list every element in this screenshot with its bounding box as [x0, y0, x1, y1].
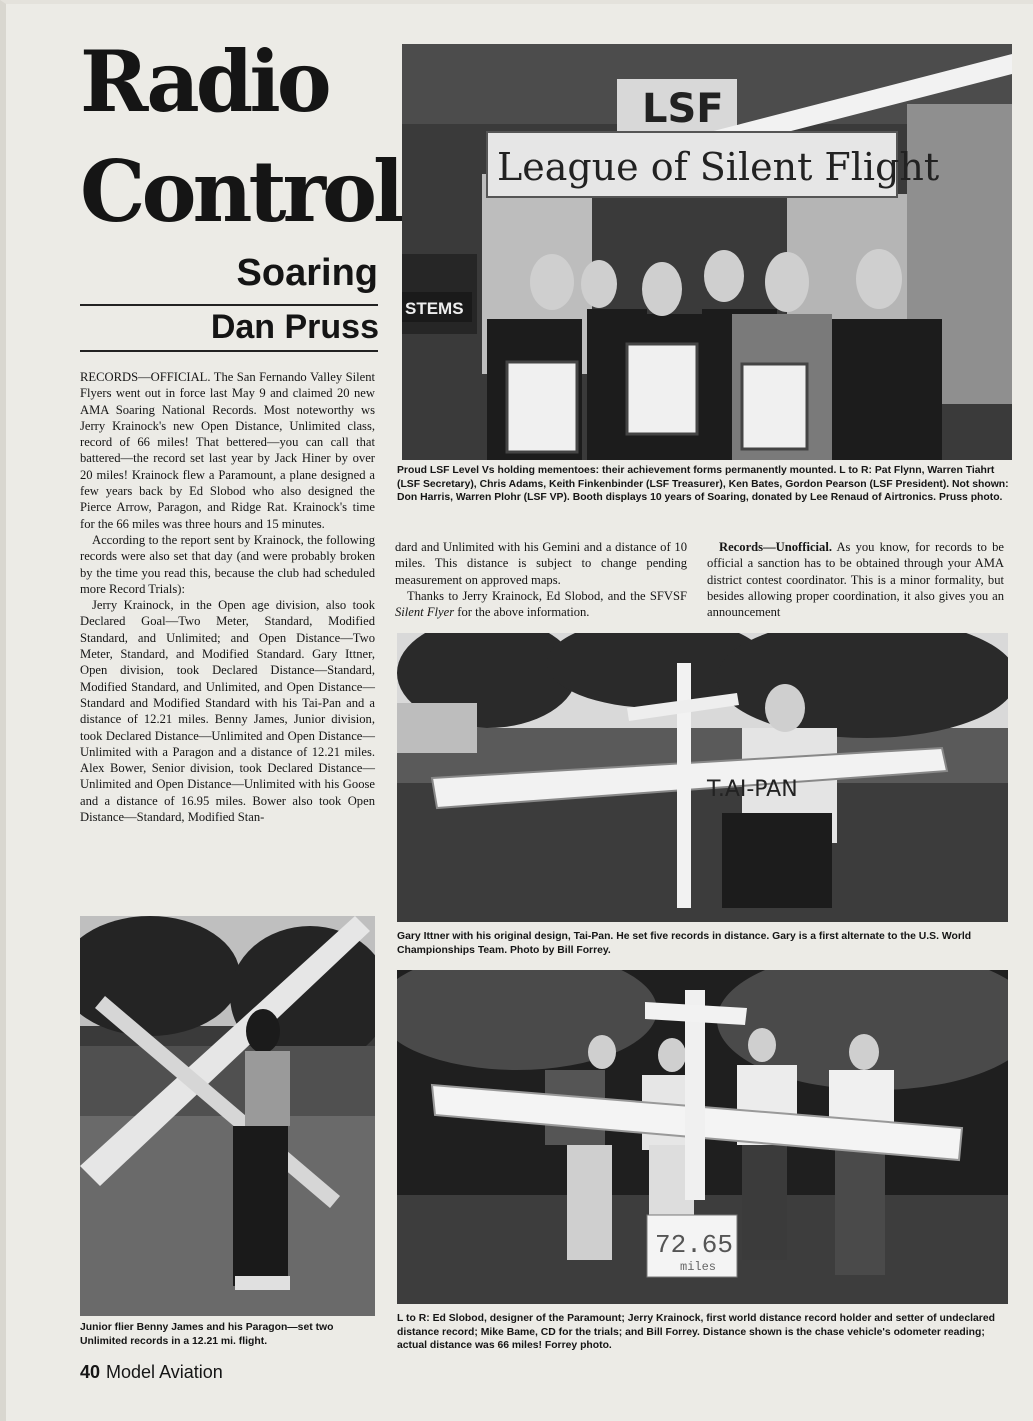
records-unofficial-lead: Records—Unofficial.	[719, 540, 832, 554]
records-unofficial-body: As you know, for records to be official a sanction has to be obtained through your AMA district contest coordinator. This is a minor formality, but besides allowing proper coordination, it also gives you an announcement	[707, 540, 1004, 620]
lsf-logo-text: LSF	[642, 86, 724, 132]
paragraph-1-body: The San Fernando Valley Silent Flyers went out in force last May 9 and claimed 20 new AMA Soaring National Records. Most noteworthy ws Jerry Krainock's new Open Distance, Unlimited class, record of 66 miles! That bettered—you can call that battered—the record set last year by Jack Hiner by over 20 miles! Krainock flew a Paramount, a plane designed a few years back by Ed Slobod who also designed the Pierce Arrow, Paragon, and Ridge Rat. Krainock's time for the 66 miles was three hours and 15 minutes.	[80, 370, 375, 531]
article-column-2	[395, 539, 687, 620]
caption-benny: Junior flier Benny James and his Paragon—set two Unlimited records in a 12.21 mi. flight.	[80, 1322, 334, 1347]
silent-flyer-title: Silent Flyer	[395, 605, 455, 620]
group-illustration	[397, 970, 1008, 1304]
page-footer	[80, 1362, 223, 1383]
header-rule-bottom	[80, 350, 378, 352]
paragraph-gemini: dard and Unlimited with his Gemini and a distance of 10 miles. This distance is subject to change pending measurement on approved maps.	[395, 540, 687, 587]
author-byline: Dan Pruss	[210, 308, 379, 346]
caption-group: L to R: Ed Slobod, designer of the Paramount; Jerry Krainock, first world distance record holder and setter of undeclared distance record; Mike Bame, CD for the trials; and Bill Forrey. Distance shown is the chase vehicle's odometer reading; actual distance was 66 miles! Forrey photo.	[397, 1313, 995, 1351]
article-column-1	[80, 369, 375, 825]
booth-illustration	[402, 44, 1012, 460]
caption-taipan: Gary Ittner with his original design, Tai-Pan. He set five records in distance. Gary is a first alternate to the U.S. World Championships Team. Photo by Bill Forrey.	[397, 931, 972, 956]
photo-lsf-booth	[402, 44, 1012, 460]
records-official-lead: RECORDS—OFFICIAL.	[80, 370, 211, 384]
taipan-wing-text: T.AI-PAN	[707, 777, 798, 802]
thanks-text-b: for the above information.	[454, 605, 590, 620]
odometer-sign-unit: miles	[680, 1260, 717, 1274]
thanks-text-a: Thanks to Jerry Krainock, Ed Slobod, and the SFVSF	[407, 588, 687, 603]
paragraph-records-unofficial	[707, 539, 1004, 620]
paragraph-records-official	[80, 369, 375, 532]
booth-banner-text: League of Silent Flight	[497, 145, 940, 189]
magazine-name: Model Aviation	[106, 1362, 223, 1382]
taipan-illustration	[397, 633, 1008, 922]
paragraph-thanks	[395, 588, 687, 621]
photo-record-group	[397, 970, 1008, 1304]
page-number: 40	[80, 1362, 101, 1382]
paragraph-2: According to the report sent by Krainock, the following records were also set that day (and were probably broken by the time you read this, because the club had scheduled more Record Trials):	[80, 532, 375, 596]
title-control: Control	[80, 142, 401, 241]
header-rule-top	[80, 304, 378, 306]
title-radio: Radio	[80, 32, 328, 131]
benny-illustration	[80, 916, 375, 1316]
photo-gary-ittner-taipan	[397, 633, 1008, 922]
booth-sign-text: STEMS	[405, 299, 464, 318]
photo-benny-james-paragon	[80, 916, 375, 1316]
article-column-3	[707, 539, 1004, 620]
paragraph-3: Jerry Krainock, in the Open age division, also took Declared Goal—Two Meter, Standard, Modified Standard, and Unlimited; and Open Distance—Two Meter, Standard, and Modified Standard. Gary Ittner, Open division, took Declared Distance—Standard, Modified Standard, and Unlimited, and Open Distance—Standard and Modified Standard with his Tai-Pan and a distance of 12.21 miles. Benny James, Junior division, took Declared Distance—Unlimited and Open Distance—Unlimited with a Paragon and a distance of 12.21 miles. Alex Bower, Senior division, took Declared Distance—Unlimited and Open Distance—Unlimited with his Goose and a distance of 16.95 miles. Bower also took Open Distance—Standard, Modified Stan-	[80, 598, 375, 825]
caption-booth: Proud LSF Level Vs holding mementoes: their achievement forms permanently mounted. L to R: Pat Flynn, Warren Tiahrt (LSF Secretary), Chris Adams, Keith Finkenbinder (LSF Treasurer), Ken Bates, Gordon Pearson (LSF President). Not shown: Don Harris, Warren Plohr (LSF VP). Booth displays 10 years of Soaring, donated by Lee Renaud of Airtronics. Pruss photo.	[397, 465, 1009, 503]
section-subtitle: Soaring	[236, 252, 378, 294]
odometer-sign-value: 72.65	[655, 1230, 734, 1260]
